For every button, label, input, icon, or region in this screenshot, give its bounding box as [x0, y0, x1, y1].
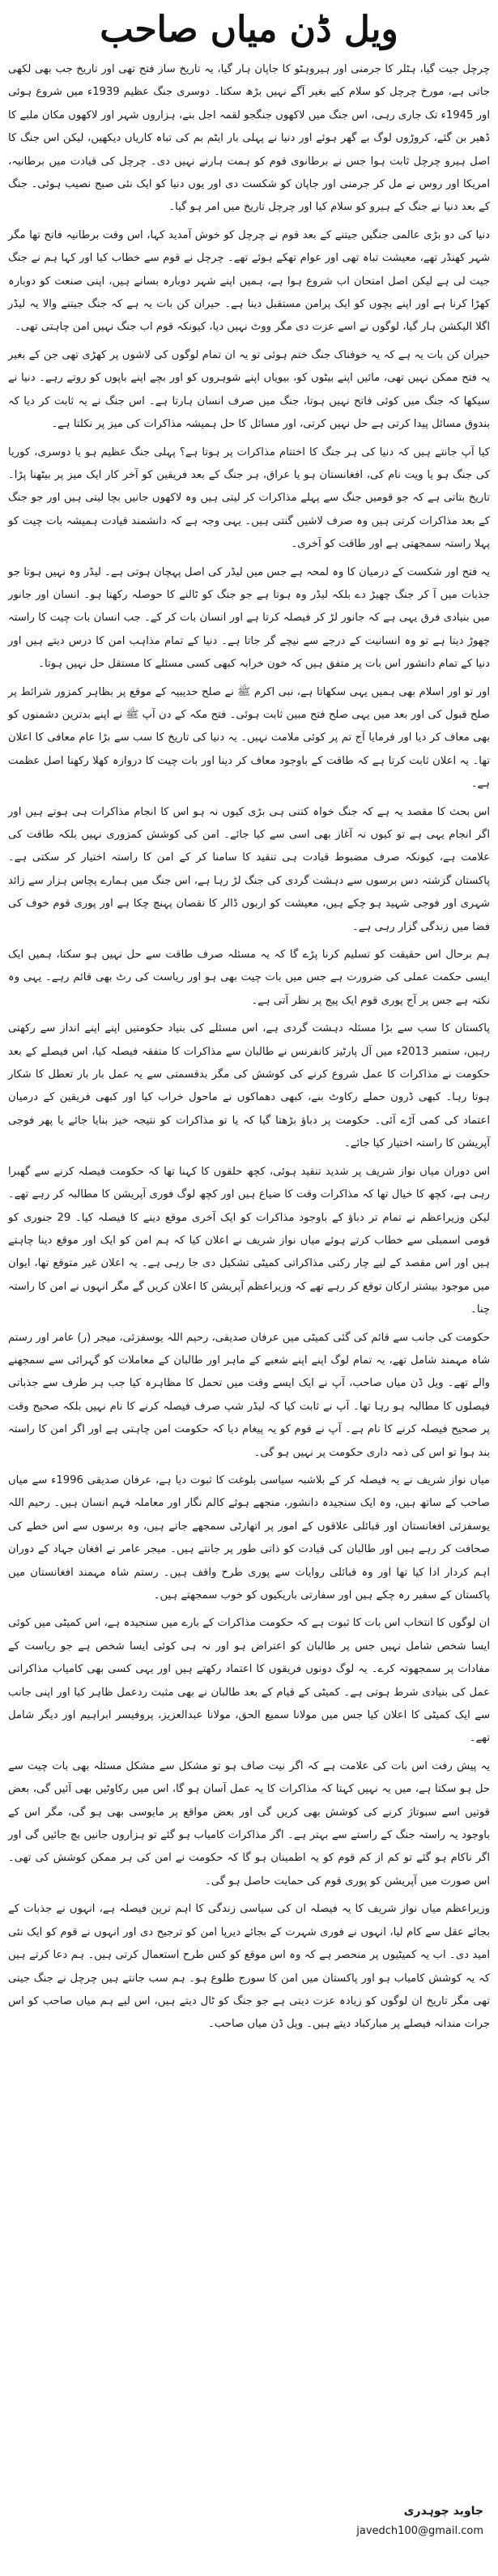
article-paragraph: کیا آپ جانتے ہیں کہ دنیا کی ہر جنگ کا اختتام مذاکرات پر ہوتا ہے؟ پہلی جنگ عظیم ہو یا دوسری، کوریا کی جنگ ہو یا ویت نام کی، افغانستان ہو یا عراق، ہر جنگ کے بعد فریقین کو آخر کار ایک میز پر بیٹھنا پڑا۔ تاریخ بتاتی ہے کہ جو قومیں جنگ سے پہلے مذاکرات کر لیتی ہیں وہ لاکھوں جانیں بچا لیتی ہیں اور جو جنگ کے بعد مذاکرات کرتی ہیں وہ صرف لاشیں گنتی ہیں۔ یہی وجہ ہے کہ دانشمند قیادت ہمیشہ بات چیت کو پہلا راستہ سمجھتی ہے اور طاقت کو آخری۔	[8, 446, 490, 551]
article-paragraph: ہم برحال اس حقیقت کو تسلیم کرنا پڑے گا کہ یہ مسئلہ صرف طاقت سے حل نہیں ہو سکتا، ہمیں ایک ایسی حکمت عملی کی ضرورت ہے جس میں بات چیت بھی ہو اور ریاست کی رٹ بھی قائم رہے۔ یہی وہ نکتہ ہے جس پر آج پوری قوم ایک پیج پر نظر آتی ہے۔	[8, 949, 490, 1007]
article-paragraph: اس دوران میاں نواز شریف پر شدید تنقید ہوئی، کچھ حلقوں کا کہنا تھا کہ حکومت فیصلہ کرنے سے گھبرا رہی ہے، کچھ کا خیال تھا کہ مذاکرات وقت کا ضیاع ہیں اور کچھ لوگ فوری آپریشن کا مطالبہ کر رہے تھے۔ لیکن وزیراعظم نے تمام تر دباؤ کے باوجود مذاکرات کو ایک آخری موقع دینے کا فیصلہ کیا۔ 29 جنوری کو قومی اسمبلی سے خطاب کرتے ہوئے میاں نواز شریف نے اعلان کیا کہ ہم امن کو ایک اور موقع دینا چاہتے ہیں اور اس مقصد کے لیے چار رکنی مذاکراتی کمیٹی تشکیل دی جا رہی ہے۔ یہ اعلان غیر متوقع تھا، ایوان میں موجود بیشتر ارکان توقع کر رہے تھے کہ وزیراعظم آپریشن کا اعلان کریں گے مگر انہوں نے امن کا راستہ چنا۔	[8, 1165, 491, 1316]
article-paragraph: حیران کن بات یہ ہے کہ یہ خوفناک جنگ ختم ہوئی تو یہ ان تمام لوگوں کی لاشوں پر کھڑی تھی جن کے بغیر یہ فتح ممکن نہیں تھی، مائیں اپنے بیٹوں کو، بیویاں اپنے شوہروں کو اور بچے اپنے باپوں کو روتے رہے۔ دنیا نے سیکھا کہ جنگ میں کوئی فاتح نہیں ہوتا، جنگ میں صرف انسان ہارتا ہے۔ اس جنگ نے یہ ثابت کر دیا کہ بندوق مسائل پیدا کرتی ہے حل نہیں کرتی، اور مسائل کا حل ہمیشہ مذاکرات کی میز پر نکلتا ہے۔	[8, 348, 490, 431]
article-paragraph: ان لوگوں کا انتخاب اس بات کا ثبوت ہے کہ حکومت مذاکرات کے بارے میں سنجیدہ ہے، اس کمیٹی میں کوئی ایسا شخص شامل نہیں جس پر طالبان کو اعتراض ہو اور نہ ہی کوئی ایسا شخص ہے جو ریاست کے مفادات پر سمجھوتہ کرے۔ یہ لوگ دونوں فریقوں کا اعتماد رکھتے ہیں اور یہی کسی بھی کامیاب مذاکراتی عمل کی بنیادی شرط ہوتی ہے۔ کمیٹی کے قیام کے بعد طالبان نے بھی مثبت ردعمل ظاہر کیا اور اپنی جانب سے ایک کمیٹی کا اعلان کیا جس میں مولانا سمیع الحق، مولانا عبدالعزیز، پروفیسر ابراہیم اور دیگر شامل تھے۔	[8, 1617, 490, 1745]
article-paragraph: یہ پیش رفت اس بات کی علامت ہے کہ اگر نیت صاف ہو تو مشکل سے مشکل مسئلہ بھی بات چیت سے حل ہو سکتا ہے، میں یہ نہیں کہتا کہ مذاکرات کا یہ عمل آسان ہو گا، اس میں رکاوٹیں بھی آئیں گی، بعض قوتیں اسے سبوتاژ کرنے کی کوشش بھی کریں گی اور بعض مواقع پر مایوسی بھی ہو گی، مگر اس کے باوجود یہ راستہ جنگ کے راستے سے بہتر ہے۔ اگر مذاکرات کامیاب ہو گئے تو ہزاروں جانیں بچ جائیں گی اور اگر ناکام ہو گئے تو کم از کم قوم کو یہ اطمینان ہو گا کہ حکومت نے امن کی ہر ممکن کوشش کی تھی۔ اس صورت میں آپریشن کو پوری قوم کی حمایت حاصل ہو گی۔	[8, 1759, 490, 1887]
article-paragraph: پاکستان کا سب سے بڑا مسئلہ دہشت گردی ہے، اس مسئلے کی بنیاد حکومتیں اپنے اپنے انداز سے رکھتی رہیں، ستمبر 2013ء میں آل پارٹیز کانفرنس نے طالبان سے مذاکرات کا متفقہ فیصلہ کیا، اس فیصلے کے بعد حکومت نے مذاکرات کا عمل شروع کرنے کی کوشش کی مگر بدقسمتی سے یہ عمل بار بار تعطل کا شکار ہوتا رہا۔ کبھی ڈرون حملے رکاوٹ بنے، کبھی دھماکوں نے ماحول خراب کیا اور کبھی فریقین کے درمیان اعتماد کی کمی آڑے آئی۔ حکومت پر دباؤ بڑھتا گیا کہ یا تو مذاکرات کو نتیجہ خیز بنایا جائے یا پھر فوجی آپریشن کا راستہ اختیار کیا جائے۔	[8, 1022, 491, 1150]
article-paragraph: حکومت کی جانب سے قائم کی گئی کمیٹی میں عرفان صدیقی، رحیم اللہ یوسفزئی، میجر (ر) عامر اور رستم شاہ مہمند شامل تھے، یہ تمام لوگ اپنے اپنے شعبے کے ماہر اور طالبان کے معاملات کو گہرائی سے سمجھنے والے تھے۔ ویل ڈن میاں صاحب، آپ نے ایک ایسے وقت میں تحمل کا مظاہرہ کیا جب ہر طرف سے جذباتی فیصلوں کا مطالبہ ہو رہا تھا۔ آپ نے ثابت کیا کہ لیڈر شپ صرف فیصلہ کرنے کا نام نہیں بلکہ صحیح وقت پر صحیح فیصلہ کرنے کا نام ہے۔ آپ نے قوم کو یہ پیغام دیا کہ حکومت امن چاہتی ہے اور اگر امن کا راستہ بند ہوا تو اس کی ذمہ داری حکومت پر نہیں ہو گی۔	[8, 1331, 490, 1459]
article-paragraph: وزیراعظم میاں نواز شریف کا یہ فیصلہ ان کی سیاسی زندگی کا اہم ترین فیصلہ ہے، انہوں نے جذبات کے بجائے عقل سے کام لیا، انہوں نے فوری شہرت کے بجائے دیرپا امن کو ترجیح دی اور انہوں نے قوم کو ایک نئی امید دی۔ اب یہ کمیٹیوں پر منحصر ہے کہ وہ اس موقع کو کس طرح استعمال کرتی ہیں۔ ہم دعا کرتے ہیں کہ یہ کوشش کامیاب ہو اور پاکستان میں امن کا سورج طلوع ہو۔ ہم سب جانتے ہیں چرچل نے جنگ جیتی تھی مگر تاریخ ان لوگوں کو زیادہ عزت دیتی ہے جو جنگ کو ٹال دیتے ہیں، اس لیے ہم میاں صاحب کو اس جرات مندانہ فیصلے پر مبارکباد دیتے ہیں۔ ویل ڈن میاں صاحب۔	[8, 1903, 490, 2031]
article-paragraph: اس بحث کا مقصد یہ ہے کہ جنگ خواہ کتنی ہی بڑی کیوں نہ ہو اس کا انجام مذاکرات ہی ہوتے ہیں اور اگر انجام یہی ہے تو کیوں نہ آغاز بھی اسی سے کیا جائے۔ امن کی کوشش کمزوری نہیں بلکہ طاقت کی علامت ہے، کیونکہ صرف مضبوط قیادت ہی تنقید کا سامنا کر کے امن کا راستہ اختیار کر سکتی ہے۔ پاکستان گزشتہ دس برسوں سے دہشت گردی کی جنگ لڑ رہا ہے، اس جنگ میں ہمارے پچاس ہزار سے زائد شہری اور فوجی شہید ہو چکے ہیں، معیشت کو اربوں ڈالر کا نقصان پہنچ چکا ہے اور پوری قوم خوف کی فضا میں زندگی گزار رہی ہے۔	[8, 805, 490, 933]
author-email[interactable]: javedch100@gmail.com	[356, 2525, 483, 2537]
article-paragraph: میاں نواز شریف نے یہ فیصلہ کر کے بلاشبہ سیاسی بلوغت کا ثبوت دیا ہے، عرفان صدیقی 1996ء سے میاں صاحب کے ساتھ ہیں، وہ ایک سنجیدہ دانشور، منجھے ہوئے کالم نگار اور معاملہ فہم انسان ہیں۔ رحیم اللہ یوسفزئی افغانستان اور قبائلی علاقوں کے امور پر اتھارٹی سمجھے جاتے ہیں، وہ برسوں سے اس خطے کی صحافت کر رہے ہیں اور طالبان کی قیادت کو ذاتی طور پر جانتے ہیں۔ میجر عامر نے افغان جہاد کے دوران اہم کردار ادا کیا تھا اور وہ قبائلی روایات سے پوری طرح واقف ہیں۔ رستم شاہ مہمند افغانستان میں پاکستان کے سفیر رہ چکے ہیں اور سفارتی باریکیوں کو خوب سمجھتے ہیں۔	[8, 1474, 490, 1601]
article-paragraph: چرچل جیت گیا، ہٹلر کا جرمنی اور ہیروہٹو کا جاپان ہار گیا، یہ تاریخ ساز فتح تھی اور تاریخ جب بھی لکھی جاتی ہے، مورخ چرچل کو سلام کیے بغیر آگے نہیں بڑھ سکتا۔ دوسری جنگ عظیم 1939ء میں شروع ہوئی اور 1945ء تک جاری رہی، اس جنگ میں لاکھوں جنگجو لقمہ اجل بنے، ہزاروں شہر اور لاکھوں مکان ملبے کا ڈھیر بن گئے، کروڑوں لوگ بے گھر ہوئے اور دنیا نے پہلی بار ایٹم بم کی تباہ کاریاں دیکھیں، لیکن اس جنگ کا اصل ہیرو چرچل ثابت ہوا جس نے برطانوی قوم کو ہمت ہارنے نہیں دی۔ چرچل کی قیادت میں برطانیہ، امریکا اور روس نے مل کر جرمنی اور جاپان کو شکست دی اور یوں دنیا کو ایک نئی صبح نصیب ہوئی۔ جنگ کے بعد دنیا نے جنگ کے ہیرو کو سلام کیا اور چرچل تاریخ میں امر ہو گیا۔	[8, 63, 491, 214]
article-paragraph: یہ فتح اور شکست کے درمیان کا وہ لمحہ ہے جس میں لیڈر کی اصل پہچان ہوتی ہے۔ لیڈر وہ نہیں ہوتا جو جذبات میں آ کر جنگ چھیڑ دے بلکہ لیڈر وہ ہوتا ہے جو جنگ کو ٹالنے کا حوصلہ رکھتا ہو۔ انسان اور جانور میں بنیادی فرق یہی ہے کہ جانور لڑ کر فیصلہ کرتا ہے اور انسان بات کر کے۔ جب انسان بات چیت کا راستہ چھوڑ دیتا ہے تو وہ انسانیت کے درجے سے نیچے گر جاتا ہے۔ دنیا کے تمام مذاہب امن کا درس دیتے ہیں اور دنیا کے تمام دانشور اس بات پر متفق ہیں کہ خون خرابہ کبھی کسی مسئلے کا مستقل حل نہیں ہوتا۔	[8, 565, 490, 671]
article-paragraph: دنیا کی دو بڑی عالمی جنگیں جیتنے کے بعد قوم نے چرچل کو خوش آمدید کہا، اس وقت برطانیہ فاتح تھا مگر شہر کھنڈر تھے، معیشت تباہ تھی اور عوام تھکے ہوئے تھے۔ چرچل نے قوم سے خطاب کیا اور کہا ہم نے جنگ جیت لی ہے لیکن اصل امتحان اب شروع ہوا ہے، ہمیں اپنے شہر دوبارہ بسانے ہیں، اپنی صنعت کو دوبارہ کھڑا کرنا ہے اور اپنے بچوں کو ایک پرامن مستقبل دینا ہے۔ حیران کن بات یہ ہے کہ جنگ جیتنے والا یہ لیڈر اگلا الیکشن ہار گیا، لوگوں نے اسے عزت دی مگر ووٹ نہیں دیا، کیونکہ قوم اب جنگ نہیں امن چاہتی تھی۔	[8, 228, 490, 334]
article-paragraph: اور تو اور اسلام بھی ہمیں یہی سکھاتا ہے، نبی اکرم ﷺ نے صلح حدیبیہ کے موقع پر بظاہر کمزور شرائط پر صلح قبول کی اور بعد میں یہی صلح فتح مبین ثابت ہوئی۔ فتح مکہ کے دن آپ ﷺ نے اپنے بدترین دشمنوں کو بھی معاف کر دیا اور فرمایا آج تم پر کوئی ملامت نہیں۔ یہ دنیا کی تاریخ کا سب سے بڑا عام معافی کا اعلان تھا۔ یہ اعلان ثابت کرتا ہے کہ طاقت کے باوجود معاف کر دینا اور بات چیت کا دروازہ کھلا رکھنا اصل عظمت ہے۔	[8, 685, 490, 791]
article-headline: ویل ڈن میاں صاحب	[100, 9, 398, 50]
article-body	[8, 58, 490, 2036]
author-name: جاوید چوہدری	[403, 2505, 483, 2518]
